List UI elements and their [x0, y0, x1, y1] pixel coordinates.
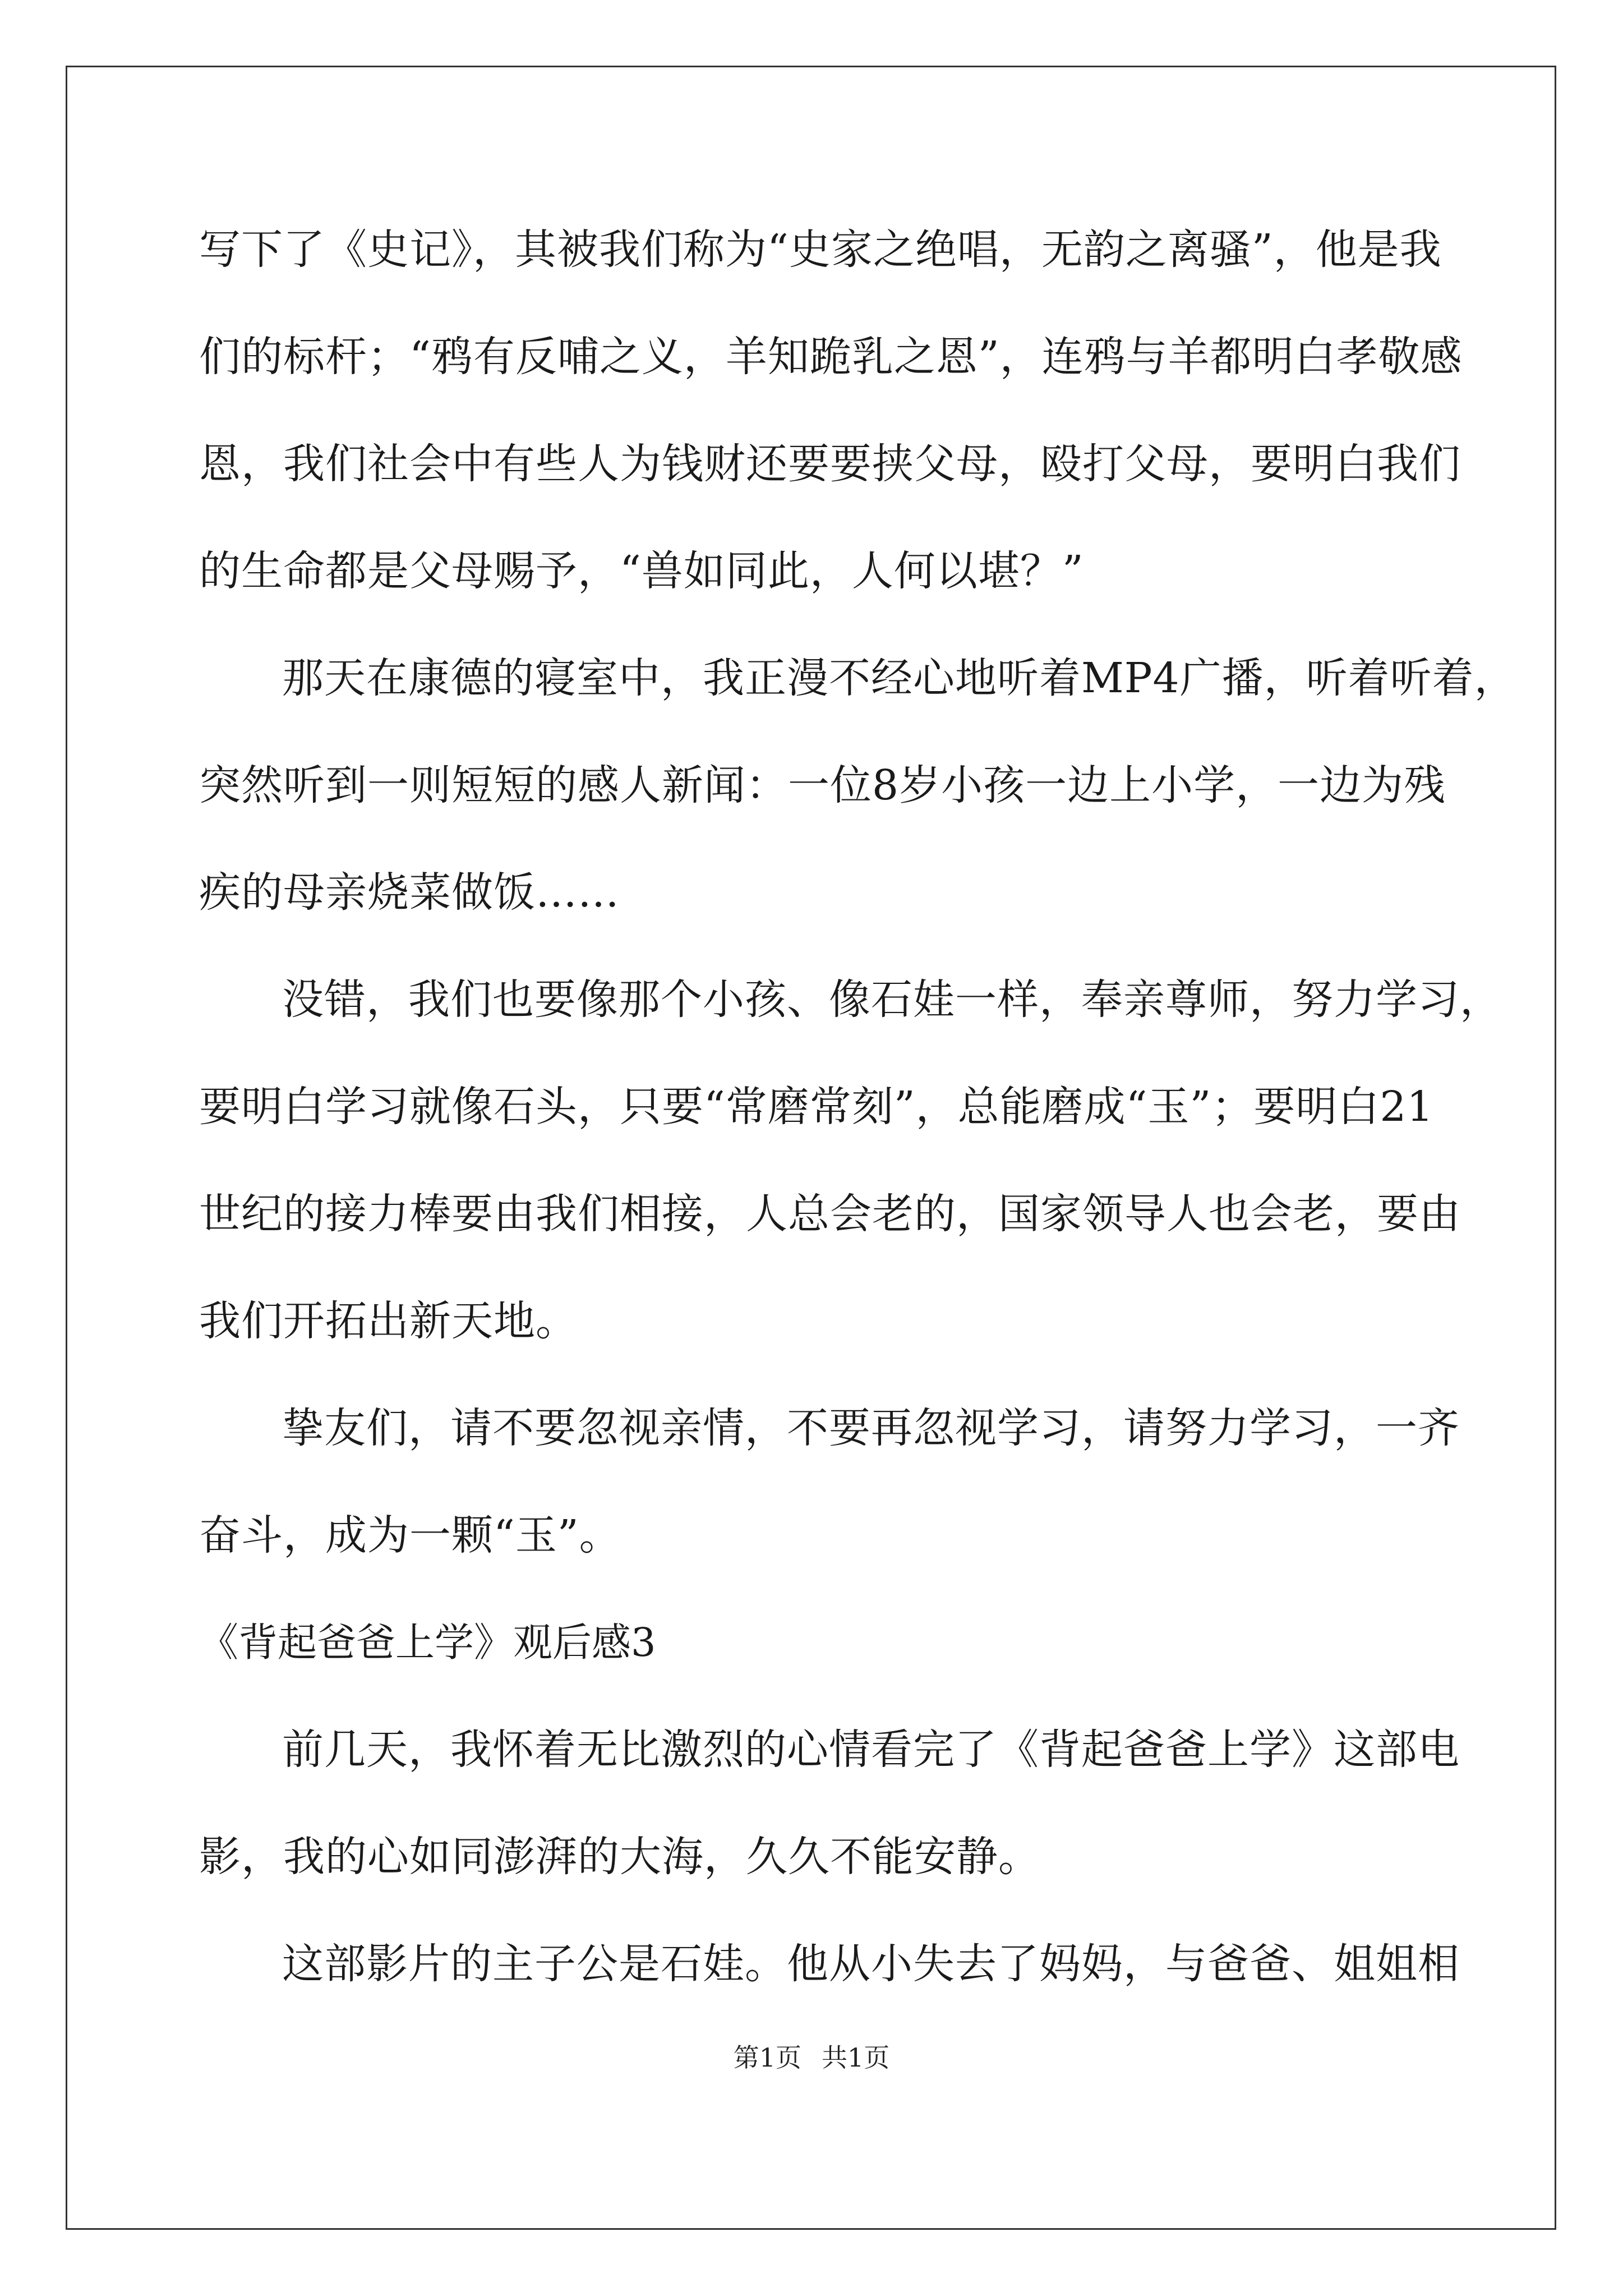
- text-line: 奋斗，成为一颗“玉”。: [199, 1511, 621, 1559]
- text-line: 写下了《史记》，其被我们称为“史家之绝唱，无韵之离骚”，他是我: [199, 226, 1442, 274]
- paragraph-block: [199, 216, 1516, 1609]
- text-line: 我们开拓出新天地。: [199, 1297, 578, 1345]
- text-line: 们的标杆；“鸦有反哺之义，羊知跪乳之恩”，连鸦与羊都明白孝敬感: [199, 333, 1463, 381]
- text-line: 世纪的接力棒要由我们相接，人总会老的，国家领导人也会老，要由: [199, 1190, 1461, 1238]
- text-line: 疾的母亲烧菜做饭……: [199, 868, 620, 917]
- page-footer: [0, 2037, 1623, 2074]
- paragraph-block-after: [199, 1716, 1460, 2037]
- text-line: 没错，我们也要像那个小孩、像石娃一样，奉亲尊师，努力学习，: [282, 976, 1502, 1024]
- page-number-total: 共1页: [822, 2042, 890, 2073]
- text-line: 的生命都是父母赐予，“兽如同此，人何以堪？”: [199, 547, 1084, 595]
- document-body: [199, 216, 1516, 2037]
- text-line: 那天在康德的寝室中，我正漫不经心地听着MP4广播，听着听着，: [282, 654, 1516, 702]
- section-heading: 《背起爸爸上学》观后感3: [199, 1619, 656, 1665]
- text-line: 突然听到一则短短的感人新闻：一位8岁小孩一边上小学，一边为残: [199, 761, 1446, 809]
- text-line: 影，我的心如同澎湃的大海，久久不能安静。: [199, 1833, 1040, 1881]
- text-line: 这部影片的主子公是石娃。他从小失去了妈妈，与爸爸、姐姐相: [282, 1940, 1460, 1988]
- page-number-current: 第1页: [733, 2042, 801, 2073]
- text-line: 挚友们，请不要忽视亲情，不要再忽视学习，请努力学习，一齐: [282, 1404, 1460, 1452]
- text-line: 恩，我们社会中有些人为钱财还要要挟父母，殴打父母，要明白我们: [199, 440, 1461, 488]
- text-line: 前几天，我怀着无比激烈的心情看完了《背起爸爸上学》这部电: [282, 1726, 1460, 1774]
- text-line: 要明白学习就像石头，只要“常磨常刻”，总能磨成“玉”；要明白21: [199, 1083, 1434, 1131]
